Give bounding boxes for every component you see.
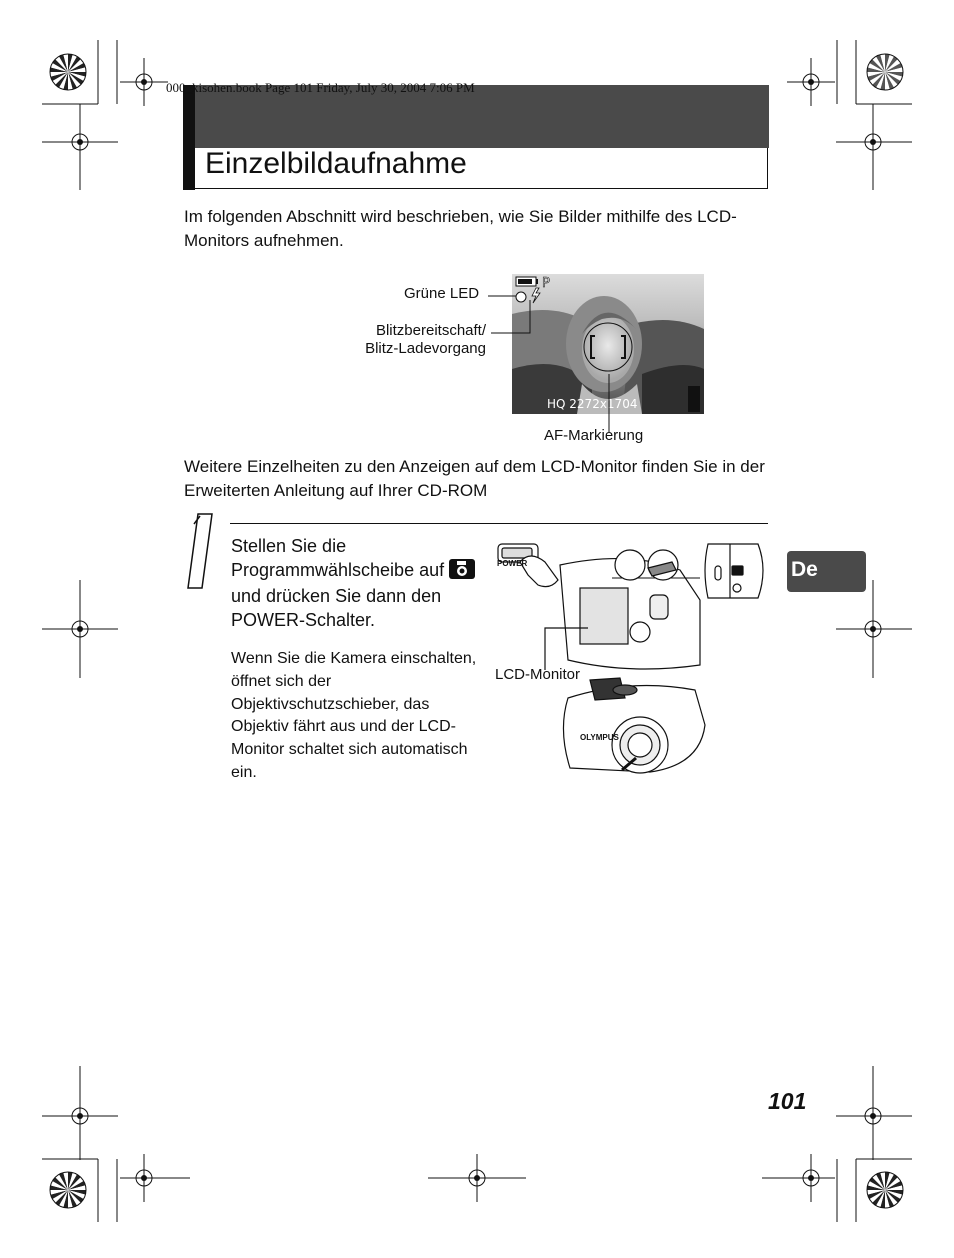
camera-icon [449,559,475,586]
step-instruction [231,535,481,632]
language-tab-label: De [791,558,818,581]
mode-indicator: P [542,276,550,291]
lcd-readout: HQ 2272x1704 [547,397,638,411]
label-green-led: Grüne LED [404,285,480,302]
label-af-mark: AF-Markierung [544,427,644,444]
header-accent [183,85,195,190]
page-number: 101 [768,1088,807,1114]
step-number-graphic [186,512,216,592]
camera-illustration [490,540,775,780]
brand-logo: OLYMPUS [580,733,619,742]
page-title: Einzelbildaufnahme [205,147,467,180]
power-label: POWER [497,559,528,568]
book-info: 000_kisohen.book Page 101 Friday, July 30, 2004 7:06 PM [166,80,475,95]
battery-icon [516,277,538,286]
intro-paragraph: Im folgenden Abschnitt wird beschrieben, wie Sie Bilder mithilfe des LCD-Monitors aufnehmen. [184,207,737,250]
step-text-before: Stellen Sie die Programmwählscheibe auf [231,536,445,580]
lcd-preview-image [512,274,704,414]
more-info-paragraph: Weitere Einzelheiten zu den Anzeigen auf dem LCD-Monitor finden Sie in der Erweiterten Anleitung auf Ihrer CD-ROM [184,457,765,500]
label-lcd-monitor: LCD-Monitor [495,666,581,683]
step-text-after: und drücken Sie dann den POWER-Schalter. [231,586,442,630]
step-rule [230,523,768,524]
label-flash-status: Blitzbereitschaft/ Blitz-Ladevorgang [365,322,486,357]
svg-text:1: 1 [186,512,187,513]
step-note: Wenn Sie die Kamera einschalten, öffnet sich der Objektivschutzschieber, das Objektiv fährt aus und der LCD-Monitor schaltet sich automatisch ein. [231,650,477,781]
